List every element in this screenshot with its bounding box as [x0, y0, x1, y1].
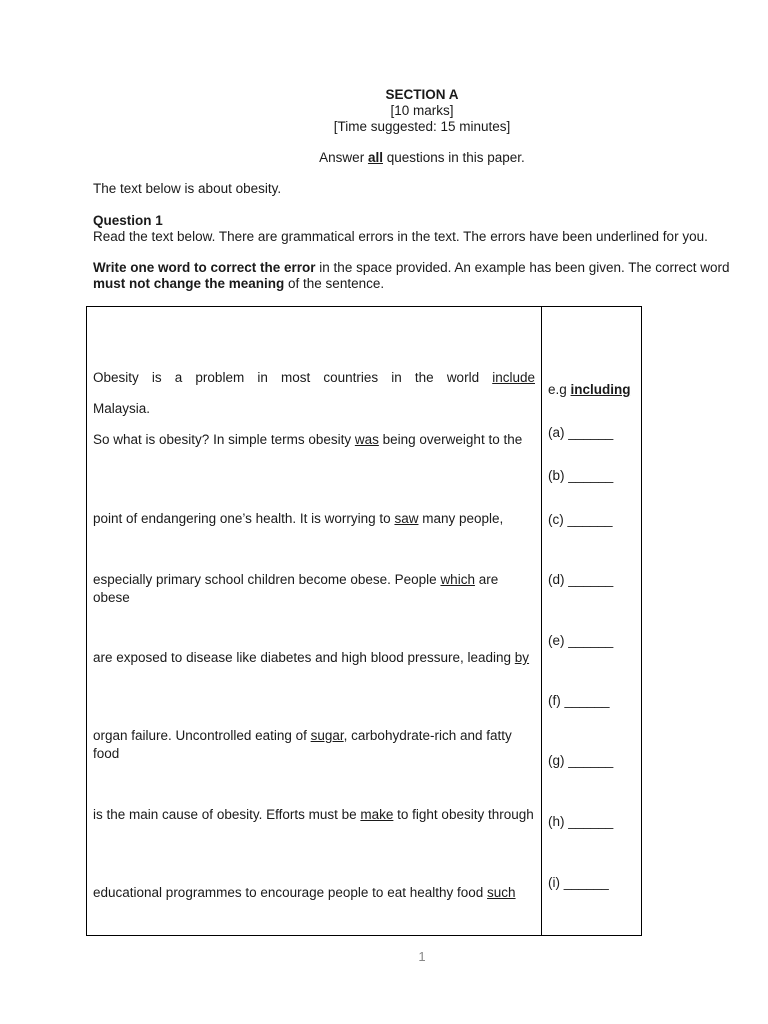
- passage-text: especially primary school children become obese. People: [93, 572, 441, 587]
- question-line-2-rest: in the space provided. An example has been given. The correct word: [315, 260, 730, 275]
- instruction-pre: Answer: [319, 150, 368, 165]
- passage-text: are exposed to disease like diabetes and high blood pressure, leading: [93, 650, 515, 665]
- question-title: Question 1: [93, 213, 163, 228]
- passage-line-8: [93, 806, 537, 824]
- passage-text: point of endangering one’s health. It is worrying to: [93, 511, 395, 526]
- question-line-2: [93, 260, 730, 275]
- answer-blank-e[interactable]: (e) ______: [548, 633, 614, 648]
- passage-line-1: [93, 369, 535, 387]
- passage-text: are obese: [93, 572, 499, 605]
- instruction-emphasis: all: [367, 150, 383, 165]
- answer-blank-a[interactable]: (a) ______: [548, 425, 614, 440]
- instruction: [0, 150, 768, 165]
- passage-line-3: [93, 431, 537, 449]
- passage-text: Obesity is a problem in most countries in the world: [93, 370, 493, 385]
- answer-blank-b[interactable]: (b) ______: [548, 468, 614, 483]
- question-line-3-rest: of the sentence.: [284, 276, 385, 291]
- example-prefix: e.g: [548, 382, 571, 397]
- answer-blank-g[interactable]: (g) ______: [548, 753, 614, 768]
- time-label: [Time suggested: 15 minutes]: [333, 119, 511, 134]
- question-line-3-bold: must not change the meaning: [93, 276, 285, 291]
- instruction-post: questions in this paper.: [382, 150, 525, 165]
- passage-text: , carbohydrate-rich and fatty food: [93, 728, 512, 761]
- answer-blank-h[interactable]: (h) ______: [548, 814, 614, 829]
- passage-line-4: [93, 510, 537, 528]
- answer-example: [548, 382, 631, 397]
- error-word: such: [487, 885, 516, 900]
- answer-blank-i[interactable]: (i) ______: [548, 875, 609, 890]
- question-line-3: [93, 276, 384, 291]
- marks-label: [10 marks]: [390, 103, 454, 118]
- passage-text: So what is obesity? In simple terms obesity: [93, 432, 355, 447]
- error-word: sugar: [310, 728, 344, 743]
- passage-text: organ failure. Uncontrolled eating of: [93, 728, 311, 743]
- answer-blank-c[interactable]: (c) ______: [548, 512, 613, 527]
- example-word: including: [570, 382, 631, 397]
- table-divider: [541, 306, 542, 936]
- error-word: include: [492, 370, 535, 385]
- passage-line-6: [93, 649, 537, 667]
- passage-text: being overweight to the: [378, 432, 523, 447]
- error-word: which: [440, 572, 475, 587]
- question-line-1: Read the text below. There are grammatical errors in the text. The errors have been underlined for you.: [93, 229, 708, 244]
- passage-text: Malaysia.: [93, 401, 151, 416]
- passage-text: is the main cause of obesity. Efforts must be: [93, 807, 361, 822]
- passage-text: educational programmes to encourage people to eat healthy food: [93, 885, 488, 900]
- section-title: SECTION A: [385, 87, 459, 102]
- passage-text: to fight obesity through: [393, 807, 534, 822]
- passage-line-9: [93, 884, 537, 902]
- error-word: saw: [394, 511, 419, 526]
- page-number: 1: [418, 949, 426, 964]
- intro-text: The text below is about obesity.: [93, 181, 282, 196]
- error-word: by: [514, 650, 530, 665]
- passage-text: many people,: [418, 511, 504, 526]
- error-word: make: [360, 807, 394, 822]
- answer-blank-d[interactable]: (d) ______: [548, 572, 614, 587]
- passage-line-2: [93, 400, 537, 418]
- passage-line-5: [93, 571, 537, 607]
- error-word: was: [354, 432, 379, 447]
- passage-line-7: [93, 727, 537, 763]
- answer-blank-f[interactable]: (f) ______: [548, 693, 610, 708]
- question-line-2-bold: Write one word to correct the error: [93, 260, 316, 275]
